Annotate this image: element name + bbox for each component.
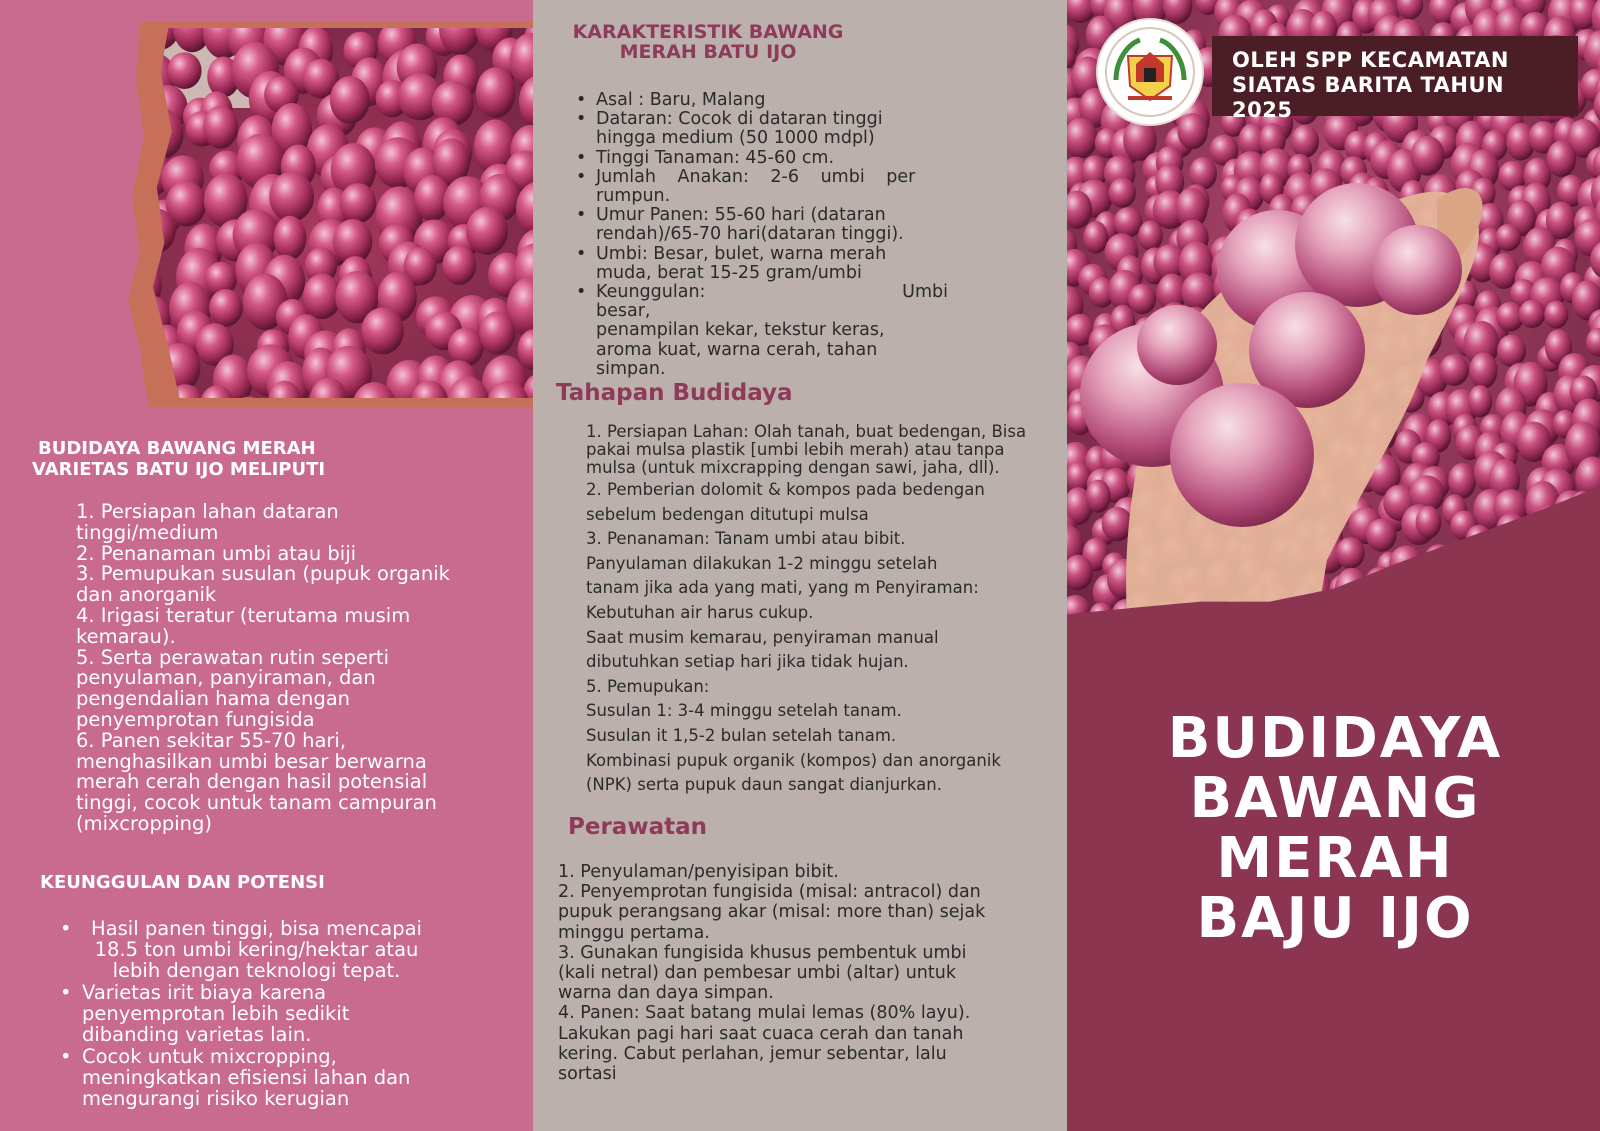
shallot-bulb bbox=[1067, 625, 1093, 640]
shallot-bulb bbox=[1492, 537, 1516, 563]
tahapan-line: Susulan 1: 3-4 minggu setelah tanam. bbox=[586, 701, 902, 721]
shallot-bulb bbox=[1471, 562, 1502, 601]
shallot-bulb bbox=[1528, 561, 1561, 600]
shallot-bulb bbox=[269, 172, 314, 222]
step-line: (mixcropping) bbox=[76, 811, 212, 835]
tahapan-line: Kombinasi pupuk organik (kompos) dan anorganik bbox=[586, 750, 1001, 770]
shallot-bulb bbox=[1335, 568, 1369, 613]
perawatan-line: (kali netral) dan pembesar umbi (altar) untuk bbox=[558, 963, 956, 984]
bullet-icon: • bbox=[576, 243, 587, 264]
step-line: 5. Serta perawatan rutin seperti bbox=[76, 645, 389, 669]
shallot-bulb bbox=[1128, 284, 1156, 314]
shallot-bulb bbox=[1439, 354, 1469, 386]
shallot-bulb bbox=[1416, 506, 1442, 539]
shallot-bulb bbox=[1495, 224, 1521, 251]
shallot-bulb bbox=[1234, 617, 1270, 640]
step-line: menghasilkan umbi besar berwarna bbox=[76, 749, 427, 773]
shallot-bulb bbox=[479, 311, 515, 354]
shallot-bulb bbox=[1534, 506, 1566, 543]
tahapan-line: 2. Pemberian dolomit & kompos pada bedengan bbox=[586, 480, 985, 499]
advantage-item: • Hasil panen tinggi, bisa mencapai 18.5 ton umbi kering/hektar atau lebih dengan teknologi tepat. bbox=[60, 917, 422, 982]
shallot-bulb bbox=[1373, 585, 1401, 618]
step-line: merah cerah dengan hasil potensial bbox=[76, 770, 428, 794]
perawatan-line: 4. Panen: Saat batang mulai lemas (80% layu). bbox=[558, 1003, 971, 1024]
shallot-bulb bbox=[1497, 335, 1526, 367]
bullet-icon: • bbox=[60, 981, 72, 1004]
shallot-bulb bbox=[1320, 611, 1348, 640]
tahapan-line: tanam jika ada yang mati, yang m Penyiraman: bbox=[586, 578, 979, 598]
heading-budidaya: BUDIDAYA BAWANG MERAH VARIETAS BATU IJO MELIPUTI bbox=[32, 438, 326, 480]
shallot-bulb bbox=[476, 67, 516, 118]
shallot-bulb bbox=[1584, 615, 1600, 640]
tahapan-line: sebelum bedengan ditutupi mulsa bbox=[586, 504, 869, 524]
shallot-bulb bbox=[1336, 537, 1365, 568]
bullet-icon: • bbox=[576, 166, 587, 187]
shallot-bulb bbox=[1450, 511, 1477, 541]
shallot-bulb bbox=[1366, 518, 1396, 551]
heading-keunggulan: KEUNGGULAN DAN POTENSI bbox=[40, 872, 325, 893]
tahapan-line: 3. Penanaman: Tanam umbi atau bibit. bbox=[586, 529, 906, 549]
tahapan-steps bbox=[586, 478, 1056, 798]
shallot-bulb bbox=[1483, 540, 1512, 572]
step-line: kemarau). bbox=[76, 624, 176, 648]
shallot-bulb bbox=[1592, 487, 1600, 533]
shallot-bulb bbox=[361, 307, 403, 354]
tahapan-title: Tahapan Budidaya bbox=[556, 380, 793, 406]
right-panel bbox=[1067, 0, 1600, 1131]
shallot-bulb bbox=[1354, 621, 1380, 640]
tahapan-line: Panyulaman dilakukan 1-2 minggu setelah bbox=[586, 553, 938, 573]
shallot-bulb bbox=[1397, 0, 1423, 20]
shallot-bulb bbox=[1083, 221, 1108, 254]
main-title: BUDIDAYA BAWANG MERAH BAJU IJO bbox=[1167, 706, 1503, 951]
shallot-bulb bbox=[1399, 596, 1426, 627]
shallot-bulb bbox=[1410, 567, 1442, 609]
shallot-bulb bbox=[1216, 612, 1241, 640]
shallot-bulb bbox=[466, 207, 508, 255]
shallot-bulb bbox=[1472, 593, 1499, 627]
perawatan-line: Lakukan pagi hari saat cuaca cerah dan tanah bbox=[558, 1023, 964, 1044]
step-line: pengendalian hama dengan bbox=[76, 687, 351, 711]
step-line: 1. Persiapan lahan dataran bbox=[76, 500, 339, 523]
step-line: dan anorganik bbox=[76, 583, 217, 607]
shallot-bulb bbox=[1109, 178, 1136, 208]
perawatan-line: 3. Gunakan fungisida khusus pembentuk umbi bbox=[558, 942, 967, 963]
shallots-photo bbox=[153, 28, 533, 398]
perawatan-line: kering. Cabut perlahan, jemur sebentar, lalu bbox=[558, 1043, 947, 1064]
bullet-icon: • bbox=[576, 147, 587, 168]
left-panel bbox=[0, 0, 533, 1131]
tahapan-line: (NPK) serta pupuk daun sangat dianjurkan. bbox=[586, 775, 942, 795]
shallot-bulb bbox=[203, 106, 238, 149]
shallot-bulb bbox=[1264, 615, 1298, 640]
shallot-bulb bbox=[1493, 572, 1526, 612]
shallot-bulb bbox=[1364, 566, 1398, 604]
bullet-icon: • bbox=[576, 282, 587, 303]
perawatan-line: minggu pertama. bbox=[558, 922, 710, 943]
perawatan-line: 1. Penyulaman/penyisipan bibit. bbox=[558, 862, 839, 882]
shallot-bulb bbox=[1570, 491, 1595, 524]
shallot-bulb bbox=[1114, 207, 1143, 237]
shallot-bulb bbox=[1291, 125, 1319, 158]
shallot-bulb bbox=[1578, 554, 1600, 595]
shallot-bulb bbox=[1560, 529, 1589, 563]
shallot-bulb bbox=[1547, 140, 1576, 177]
shallot-bulb bbox=[1439, 559, 1466, 595]
shallot-bulb bbox=[209, 289, 243, 327]
shallot-bulb bbox=[1186, 609, 1210, 640]
shallot-bulb bbox=[1586, 535, 1600, 572]
shallot-bulb bbox=[1596, 573, 1600, 600]
shallot-bulb bbox=[1113, 613, 1140, 640]
characteristic-item: • Asal : Baru, Malang bbox=[576, 90, 766, 110]
advantage-item: • Varietas irit biaya karena penyemprotan lebih sedikit dibanding varietas lain. bbox=[60, 981, 350, 1046]
step-line: 6. Panen sekitar 55-70 hari, bbox=[76, 728, 347, 752]
perawatan-line: warna dan daya simpan. bbox=[558, 983, 774, 1004]
shallot-bulb bbox=[1468, 385, 1492, 417]
shallot-bulb bbox=[1075, 623, 1108, 640]
shallot-bulb bbox=[1067, 595, 1090, 627]
tahapan-line: Susulan it 1,5-2 bulan setelah tanam. bbox=[586, 725, 897, 745]
shallot-bulb bbox=[448, 328, 484, 367]
shallot-bulb bbox=[1547, 516, 1575, 552]
step-line: tinggi, cocok untuk tanam campuran bbox=[76, 791, 437, 815]
shallot-bulb bbox=[1570, 499, 1600, 541]
shallot-bulb bbox=[1583, 582, 1600, 620]
shallot-bulb bbox=[1554, 490, 1588, 533]
perawatan-line: 2. Penyemprotan fungisida (misal: antracol) dan bbox=[558, 882, 981, 903]
shallot-bulb bbox=[1469, 352, 1497, 389]
step-line: 4. Irigasi teratur (terutama musim bbox=[76, 603, 411, 627]
step-line: tinggi/medium bbox=[76, 520, 219, 544]
shallot-bulb bbox=[1479, 610, 1504, 640]
author-badge-text: OLEH SPP KECAMATAN SIATAS BARITA TAHUN 2025 bbox=[1232, 48, 1510, 122]
perawatan-line: pupuk perangsang akar (misal: more than) sejak bbox=[558, 902, 986, 923]
tahapan-line: 5. Pemupukan: bbox=[586, 676, 710, 696]
shallot-bulb bbox=[1515, 616, 1550, 640]
bullet-icon: • bbox=[60, 917, 72, 940]
shallot-bulb bbox=[1416, 585, 1449, 629]
shallot-bulb bbox=[1395, 572, 1423, 605]
perawatan-title: Perawatan bbox=[568, 814, 707, 840]
shallot-bulb bbox=[1528, 534, 1564, 581]
characteristics-list bbox=[576, 90, 948, 379]
shallot-bulb bbox=[1152, 626, 1184, 640]
bullet-icon: • bbox=[576, 90, 587, 110]
shallot-bulb bbox=[1411, 136, 1445, 176]
shallot-bulb bbox=[1586, 328, 1600, 356]
shallot-bulb bbox=[167, 52, 201, 89]
shallot-bulb bbox=[1350, 584, 1383, 620]
shallot-bulb bbox=[340, 183, 376, 223]
shallot-bulb bbox=[1376, 621, 1406, 640]
shallot-bulb bbox=[1466, 525, 1492, 556]
shallot-bulb bbox=[1389, 545, 1423, 581]
advantage-item: • Cocok untuk mixcropping, meningkatkan efisiensi lahan dan mengurangi risiko kerugian bbox=[60, 1045, 411, 1110]
shallot-bulb bbox=[1295, 626, 1323, 640]
step-line: penyemprotan fungisida bbox=[76, 707, 315, 731]
shallot-bulb bbox=[1555, 605, 1587, 640]
shallot-bulb bbox=[1448, 463, 1476, 499]
shallot-bulb bbox=[1412, 616, 1446, 640]
tahapan-line: Saat musim kemarau, penyiraman manual bbox=[586, 627, 939, 647]
shallot-bulb bbox=[1525, 481, 1560, 528]
characteristic-item: • Umbi: Besar, bulet, warna merah muda, berat 15-25 gram/umbi bbox=[576, 243, 887, 283]
characteristic-item: • Keunggulan: Umbi besar, penampilan kekar, tekstur keras, aroma kuat, warna cerah, tahan simpan. bbox=[576, 282, 948, 379]
step-line: penyulaman, panyiraman, dan bbox=[76, 666, 376, 690]
shallot-bulb bbox=[1456, 607, 1482, 640]
shallot-bulb bbox=[1508, 614, 1538, 640]
shallot-bulb bbox=[1395, 618, 1425, 640]
shallot-bulb bbox=[1086, 480, 1111, 513]
regency-logo bbox=[1098, 20, 1202, 124]
characteristic-item: • Jumlah Anakan: 2-6 umbi per rumpun. bbox=[576, 166, 916, 207]
shallot-bulb bbox=[1498, 600, 1527, 633]
shallot-bulb bbox=[274, 216, 307, 260]
shallot-bulb bbox=[1144, 625, 1168, 640]
bullet-icon: • bbox=[576, 109, 587, 130]
characteristic-item: • Tinggi Tanaman: 45-60 cm. bbox=[576, 147, 835, 168]
shallot-bulbs bbox=[153, 28, 533, 398]
step-line: 2. Penanaman umbi atau biji bbox=[76, 541, 357, 565]
tahapan-line: dibutuhkan setiap hari jika tidak hujan. bbox=[586, 652, 909, 672]
shallot-bulb bbox=[1558, 582, 1591, 620]
shallot-bulb bbox=[1496, 513, 1526, 546]
shallot-bulb bbox=[1544, 301, 1568, 329]
bullet-icon: • bbox=[60, 1045, 72, 1068]
bullet-icon: • bbox=[576, 205, 587, 226]
shallot-bulb bbox=[1138, 221, 1163, 251]
shallot-bulb bbox=[1453, 589, 1488, 636]
characteristic-item: • Umur Panen: 55-60 hari (dataran rendah)/65-70 hari(dataran tinggi). bbox=[576, 205, 904, 245]
perawatan-line: sortasi bbox=[558, 1064, 617, 1085]
tahapan-step-1: 1. Persiapan Lahan: Olah tanah, buat bedengan, Bisa pakai mulsa plastik [umbi lebih merah) atau tanpa mulsa (untuk mixcrapping dengan sawi, jaha, dll). bbox=[586, 422, 1027, 477]
shallot-bulb bbox=[1446, 541, 1473, 570]
karakteristik-title: KARAKTERISTIK BAWANG MERAH BATU IJO bbox=[572, 21, 844, 63]
shallot-bulb bbox=[1519, 300, 1546, 328]
step-line: 3. Pemupukan susulan (pupuk organik bbox=[76, 562, 450, 586]
tahapan-line: Kebutuhan air harus cukup. bbox=[586, 602, 814, 622]
characteristic-item: • Dataran: Cocok di dataran tinggi hingga medium (50 1000 mdpl) bbox=[576, 109, 883, 149]
shallot-bulb bbox=[442, 245, 476, 285]
shallot-bulb bbox=[1329, 597, 1354, 627]
shallot-bulb bbox=[1554, 566, 1583, 600]
perawatan-steps bbox=[558, 862, 1043, 1084]
shallot-bulb bbox=[1424, 544, 1455, 578]
budidaya-steps bbox=[76, 502, 450, 835]
shallot-bulb bbox=[330, 76, 370, 124]
shallot-bulb bbox=[1514, 584, 1548, 623]
shallot-bulb bbox=[1089, 602, 1114, 630]
